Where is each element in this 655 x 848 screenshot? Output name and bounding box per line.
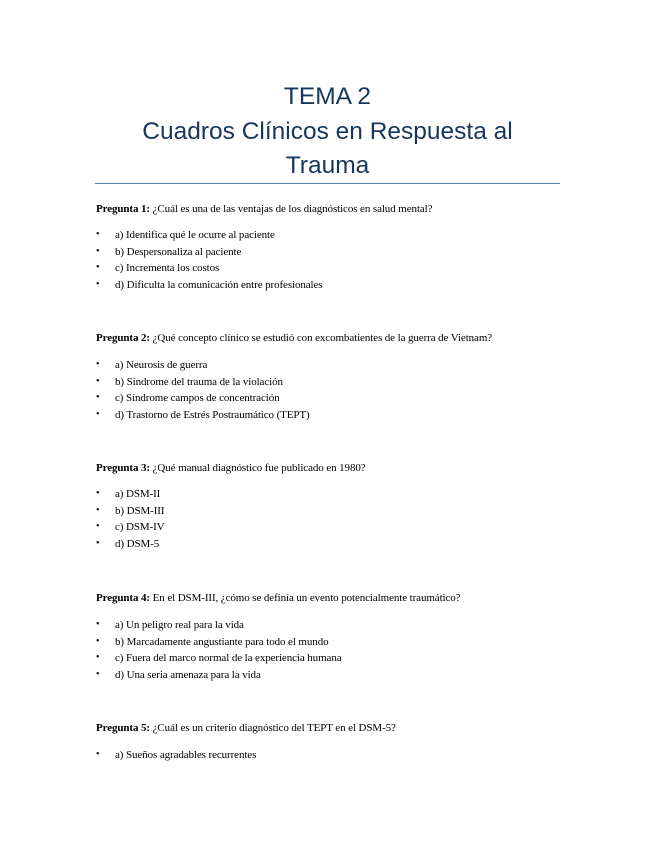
title-line-2: Cuadros Clínicos en Respuesta al <box>142 117 513 145</box>
bullet-icon: • <box>96 245 100 257</box>
list-item <box>96 503 165 520</box>
list-item <box>96 390 310 407</box>
bullet-icon: • <box>96 488 100 499</box>
list-item <box>96 407 310 424</box>
list-item <box>96 617 342 634</box>
list-item <box>96 634 342 651</box>
question-2 <box>96 331 492 345</box>
list-item <box>96 486 165 503</box>
option-text: d) Una seria amenaza para la vida <box>115 668 261 681</box>
list-item <box>96 519 165 536</box>
bullet-icon: • <box>96 408 100 420</box>
bullet-icon: • <box>96 278 100 290</box>
bullet-icon: • <box>96 262 100 274</box>
bullet-icon: • <box>96 229 100 240</box>
option-text: a) Un peligro real para la vida <box>115 619 244 631</box>
bullet-icon: • <box>96 392 100 404</box>
list-item <box>96 357 310 374</box>
bullet-icon: • <box>96 537 100 549</box>
question-2-label: Pregunta 2: <box>96 332 150 344</box>
question-4-label: Pregunta 4: <box>96 592 150 604</box>
question-2-text: ¿Qué concepto clínico se estudió con excombatientes de la guerra de Vietnam? <box>150 332 493 344</box>
bullet-icon: • <box>96 504 100 516</box>
bullet-icon: • <box>96 749 100 760</box>
option-text: d) DSM-5 <box>115 537 160 550</box>
question-1-text: ¿Cuál es una de las ventajas de los diagnósticos en salud mental? <box>150 203 433 215</box>
question-1-label: Pregunta 1: <box>96 203 150 215</box>
question-3-label: Pregunta 3: <box>96 462 150 474</box>
bullet-icon: • <box>96 359 100 370</box>
page-title <box>95 80 560 184</box>
title-line-3: Trauma <box>285 152 370 179</box>
list-item <box>96 260 322 277</box>
bullet-icon: • <box>96 619 100 630</box>
question-3 <box>96 461 366 475</box>
question-4 <box>96 591 460 605</box>
option-text: c) Fuera del marco normal de la experiencia humana <box>115 652 342 665</box>
list-item <box>96 244 322 261</box>
question-5 <box>96 721 396 735</box>
option-text: d) Trastorno de Estrés Postraumático (TEPT) <box>115 408 310 421</box>
question-3-options <box>96 486 165 552</box>
question-4-options <box>96 617 342 683</box>
question-3-text: ¿Qué manual diagnóstico fue publicado en 1980? <box>150 462 366 474</box>
bullet-icon: • <box>96 668 100 680</box>
option-text: a) Neurosis de guerra <box>115 359 208 371</box>
title-line-1: TEMA 2 <box>283 83 372 110</box>
option-text: d) Dificulta la comunicación entre profesionales <box>115 278 323 291</box>
option-text: b) Síndrome del trauma de la violación <box>115 375 283 388</box>
option-text: a) Sueños agradables recurrentes <box>115 749 257 761</box>
bullet-icon: • <box>96 521 100 533</box>
option-text: c) Incrementa los costos <box>115 262 220 275</box>
bullet-icon: • <box>96 652 100 664</box>
bullet-icon: • <box>96 375 100 387</box>
bullet-icon: • <box>96 635 100 647</box>
question-1-options <box>96 227 322 293</box>
option-text: b) Marcadamente angustiante para todo el mundo <box>115 635 329 648</box>
list-item <box>96 650 342 667</box>
title-divider <box>95 183 560 184</box>
list-item <box>96 536 165 553</box>
option-text: a) Identifica qué le ocurre al paciente <box>115 229 275 241</box>
question-2-options <box>96 357 310 423</box>
option-text: c) Síndrome campos de concentración <box>115 392 280 405</box>
list-item <box>96 227 322 244</box>
question-1 <box>96 202 432 216</box>
question-5-text: ¿Cuál es un criterio diagnóstico del TEPT en el DSM-5? <box>150 722 396 734</box>
option-text: a) DSM-II <box>115 488 161 500</box>
question-4-text: En el DSM-III, ¿cómo se definía un evento potencialmente traumático? <box>150 592 461 604</box>
question-5-options <box>96 747 256 764</box>
list-item <box>96 374 310 391</box>
list-item <box>96 747 256 764</box>
option-text: c) DSM-IV <box>115 521 165 534</box>
list-item <box>96 667 342 684</box>
option-text: b) DSM-III <box>115 504 165 517</box>
question-5-label: Pregunta 5: <box>96 722 150 734</box>
option-text: b) Despersonaliza al paciente <box>115 245 242 258</box>
list-item <box>96 277 322 294</box>
